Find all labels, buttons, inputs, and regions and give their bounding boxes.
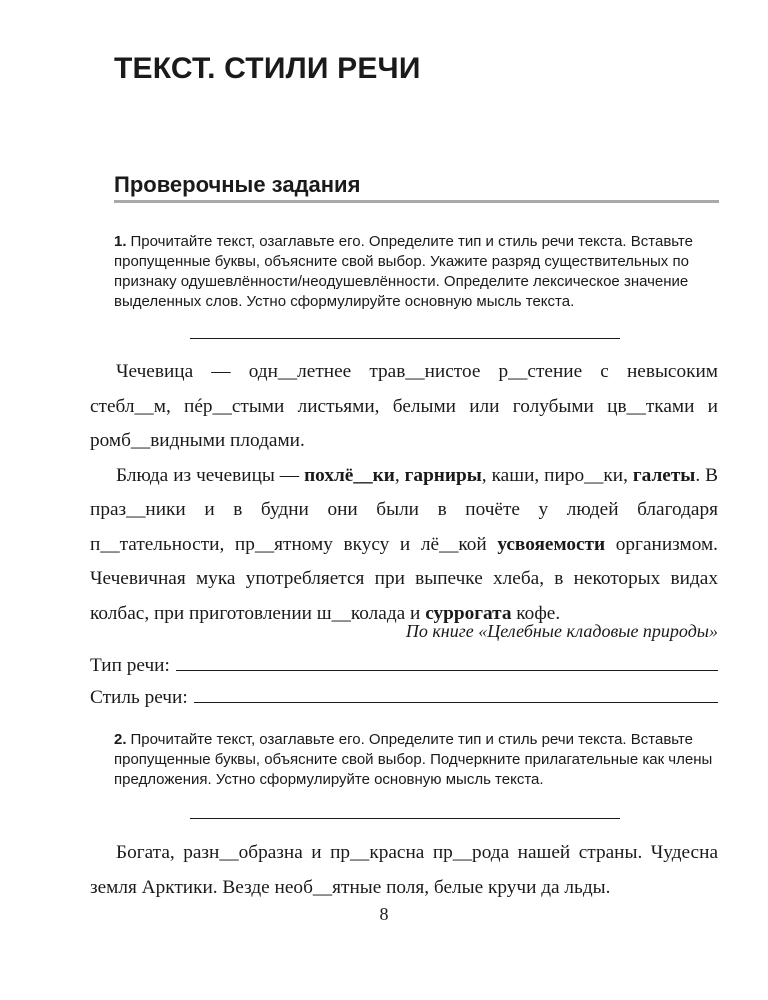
bold-word: похлё__ки: [304, 464, 395, 486]
task-1-instruction: [114, 232, 714, 312]
task-1-number: 1.: [114, 233, 127, 250]
text-source: По книге «Целебные кладовые природы»: [405, 621, 718, 641]
bold-word: усвояемости: [497, 533, 606, 555]
task-1-title-line: [190, 338, 620, 339]
bold-word: гарниры: [404, 464, 482, 486]
task-1-text: [90, 355, 718, 631]
page-number: 8: [379, 904, 389, 924]
task-2-instruction: [114, 730, 714, 790]
bold-word: суррогата: [425, 602, 512, 624]
task-2-title-line: [190, 818, 620, 819]
answer-style-label: Стиль речи:: [90, 687, 188, 708]
section-title: Проверочные задания: [114, 172, 361, 197]
section-divider: [114, 200, 719, 203]
answer-style-field[interactable]: [194, 684, 718, 703]
chapter-title: ТЕКСТ. СТИЛИ РЕЧИ: [114, 52, 421, 85]
task-1-paragraph-2: Блюда из чечевицы — похлё__ки, гарниры, каши, пиро__ки, галеты. В праз__ники и в будни они были в почёте у людей благодаря п__тательности, пр__ятному вкусу и лё__кой усвояемости организмом. Чечевичная мука употребляется при выпечке хлеба, в некоторых видах колбас, при приготовлении ш__колада и суррогата кофе.: [90, 464, 718, 624]
task-1-instruction-text: Прочитайте текст, озаглавьте его. Определите тип и стиль речи текста. Вставьте пропущенные буквы, объясните свой выбор. Укажите разряд существительных по признаку одушевлённости/неодушевлённости. Определите лексическое значение выделенных слов. Устно сформулируйте основную мысль текста.: [114, 233, 693, 310]
answer-type-row: [90, 652, 718, 677]
task-2-number: 2.: [114, 731, 127, 748]
task-2-text: [90, 836, 718, 905]
task-2-instruction-text: Прочитайте текст, озаглавьте его. Определите тип и стиль речи текста. Вставьте пропущенные буквы, объясните свой выбор. Подчеркните прилагательные как члены предложения. Устно сформулируйте основную мысль текста.: [114, 731, 713, 788]
bold-word: галеты: [632, 464, 696, 486]
task-2-paragraph-1: Богата, разн__образна и пр__красна пр__рода нашей страны. Чудесна земля Арктики. Везде необ__ятные поля, белые кручи да льды.: [90, 842, 718, 898]
task-1-paragraph-1: Чечевица — одн__летнее трав__нистое р__стение с невысоким стебл__м, пéр__стыми листьями, белыми или голубыми цв__тками и ромб__видными плодами.: [90, 361, 718, 451]
answer-style-row: [90, 684, 718, 709]
answer-type-field[interactable]: [176, 652, 718, 671]
answer-type-label: Тип речи:: [90, 655, 170, 676]
